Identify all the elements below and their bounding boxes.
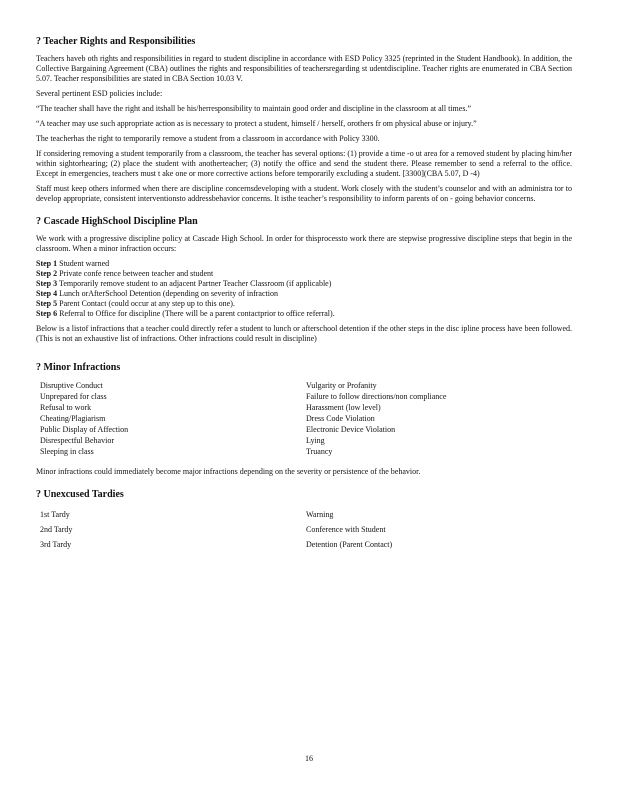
list-item: Disruptive Conduct [40,381,103,390]
section-title: ? Cascade HighSchool Discipline Plan [36,216,198,227]
step-text: Student warned [59,259,110,268]
section-title: ? Minor Infractions [36,362,121,373]
list-item: Detention (Parent Contact) [306,540,393,549]
list-item: Failure to follow directions/non compliance [306,392,447,401]
list-item: Dress Code Violation [306,414,375,423]
steps-list [36,259,572,319]
section-title: ? Teacher Rights and Responsibilities [36,36,196,47]
step-item [36,269,572,279]
step-text: Private confe rence between teacher and student [59,269,214,278]
step-label: Step 2 [36,269,58,278]
paragraph: Staff must keep others informed when there are discipline concernsdeveloping with a student. Work closely with the student’s counselor and with an administra tor to develop appropriate, consistent interventionsto addressbehavior concerns. It isthe teacher’s responsibility to inform parents of on - going behavior concerns. [36,184,572,203]
paragraph: Below is a listof infractions that a teacher could directly refer a student to lunch or afterschool detention if the other steps in the disc ipline process have been followed. (This is not an exhaustive list of infractions. Other infractions could result in discipline) [36,324,572,343]
tardies-table [40,507,572,552]
list-item: Electronic Device Violation [306,425,396,434]
tardies-right-column [306,507,572,552]
list-item: Unprepared for class [40,392,107,401]
tardies-left-column [40,507,306,552]
list-item: Conference with Student [306,525,386,534]
list-item: 1st Tardy [40,510,70,519]
step-item [36,289,572,299]
paragraph: The teacherhas the right to temporarily remove a student from a classroom in accordance with Policy 3300. [36,134,380,143]
list-item: 3rd Tardy [40,540,72,549]
paragraph: Minor infractions could immediately become major infractions depending on the severity or persistence of the behavior. [36,467,421,476]
infractions-right-column [306,380,572,457]
paragraph: If considering removing a student temporarily from a classroom, the teacher has several options: (1) provide a time -o ut area for a removed student by placing him/her within sightorhearing; (2) place the student with anotherteacher; (3) notify the office and send the student there. Please remember to send a referral to the office. Except in emergencies, teachers must t ake one or more corrective actions before temporarily excluding a student. [3300](CBA 5.07, D -4) [36,149,572,178]
list-item: Disrespectful Behavior [40,436,114,445]
section-cascade-plan [36,216,572,344]
step-item [36,299,572,309]
quote: “The teacher shall have the right and itshall be his/herresponsibility to maintain good order and discipline in the classroom at all times.” [36,104,471,113]
paragraph: We work with a progressive discipline policy at Cascade High School. In order for thisprocessto work there are stepwise progressive discipline steps that begin in the classroom. When a minor infraction occurs: [36,234,572,253]
step-item [36,259,572,269]
list-item: 2nd Tardy [40,525,73,534]
list-item: Cheating/Plagiarism [40,414,106,423]
step-text: Parent Contact (could occur at any step up to this one). [59,299,235,308]
section-title: ? Unexcused Tardies [36,489,124,500]
infractions-table [40,380,572,457]
list-item: Truancy [306,447,333,456]
section-unexcused-tardies [36,489,572,552]
list-item: Refusal to work [40,403,92,412]
section-teacher-rights [36,36,572,204]
paragraph: Several pertinent ESD policies include: [36,89,163,98]
list-item: Warning [306,510,334,519]
list-item: Harassment (low level) [306,403,381,412]
step-label: Step 4 [36,289,58,298]
page-number: 16 [305,754,313,763]
step-text: Temporarily remove student to an adjacent Partner Teacher Classroom (if applicable) [58,279,332,288]
step-text: Lunch orAfterSchool Detention (depending on severity of infraction [59,289,278,298]
list-item: Lying [306,436,325,445]
step-item [36,279,572,289]
step-label: Step 1 [36,259,58,268]
step-text: Referral to Office for discipline (There will be a parent contactprior to office referral). [59,309,335,318]
list-item: Public Display of Affection [40,425,129,434]
document-page [36,36,572,564]
paragraph: Teachers haveb oth rights and responsibilities in regard to student discipline in accordance with ESD Policy 3325 (reprinted in the Student Handbook). In addition, the Collective Bargaining Agreement (CBA) outlines the rights and responsibilities of teachersregarding st udentdiscipline. Teacher rights are enumerated in CBA Section 5.07. Teacher responsibilities are stated in CBA Section 10.03 V. [36,54,572,83]
step-label: Step 3 [36,279,58,288]
section-minor-infractions [36,362,572,477]
infractions-left-column [40,380,306,457]
step-label: Step 6 [36,309,58,318]
list-item: Sleeping in class [40,447,94,456]
step-item [36,309,572,319]
list-item: Vulgarity or Profanity [306,381,377,390]
step-label: Step 5 [36,299,58,308]
quote: “A teacher may use such appropriate action as is necessary to protect a student, himself / herself, orothers fr om physical abuse or injury.” [36,119,477,128]
